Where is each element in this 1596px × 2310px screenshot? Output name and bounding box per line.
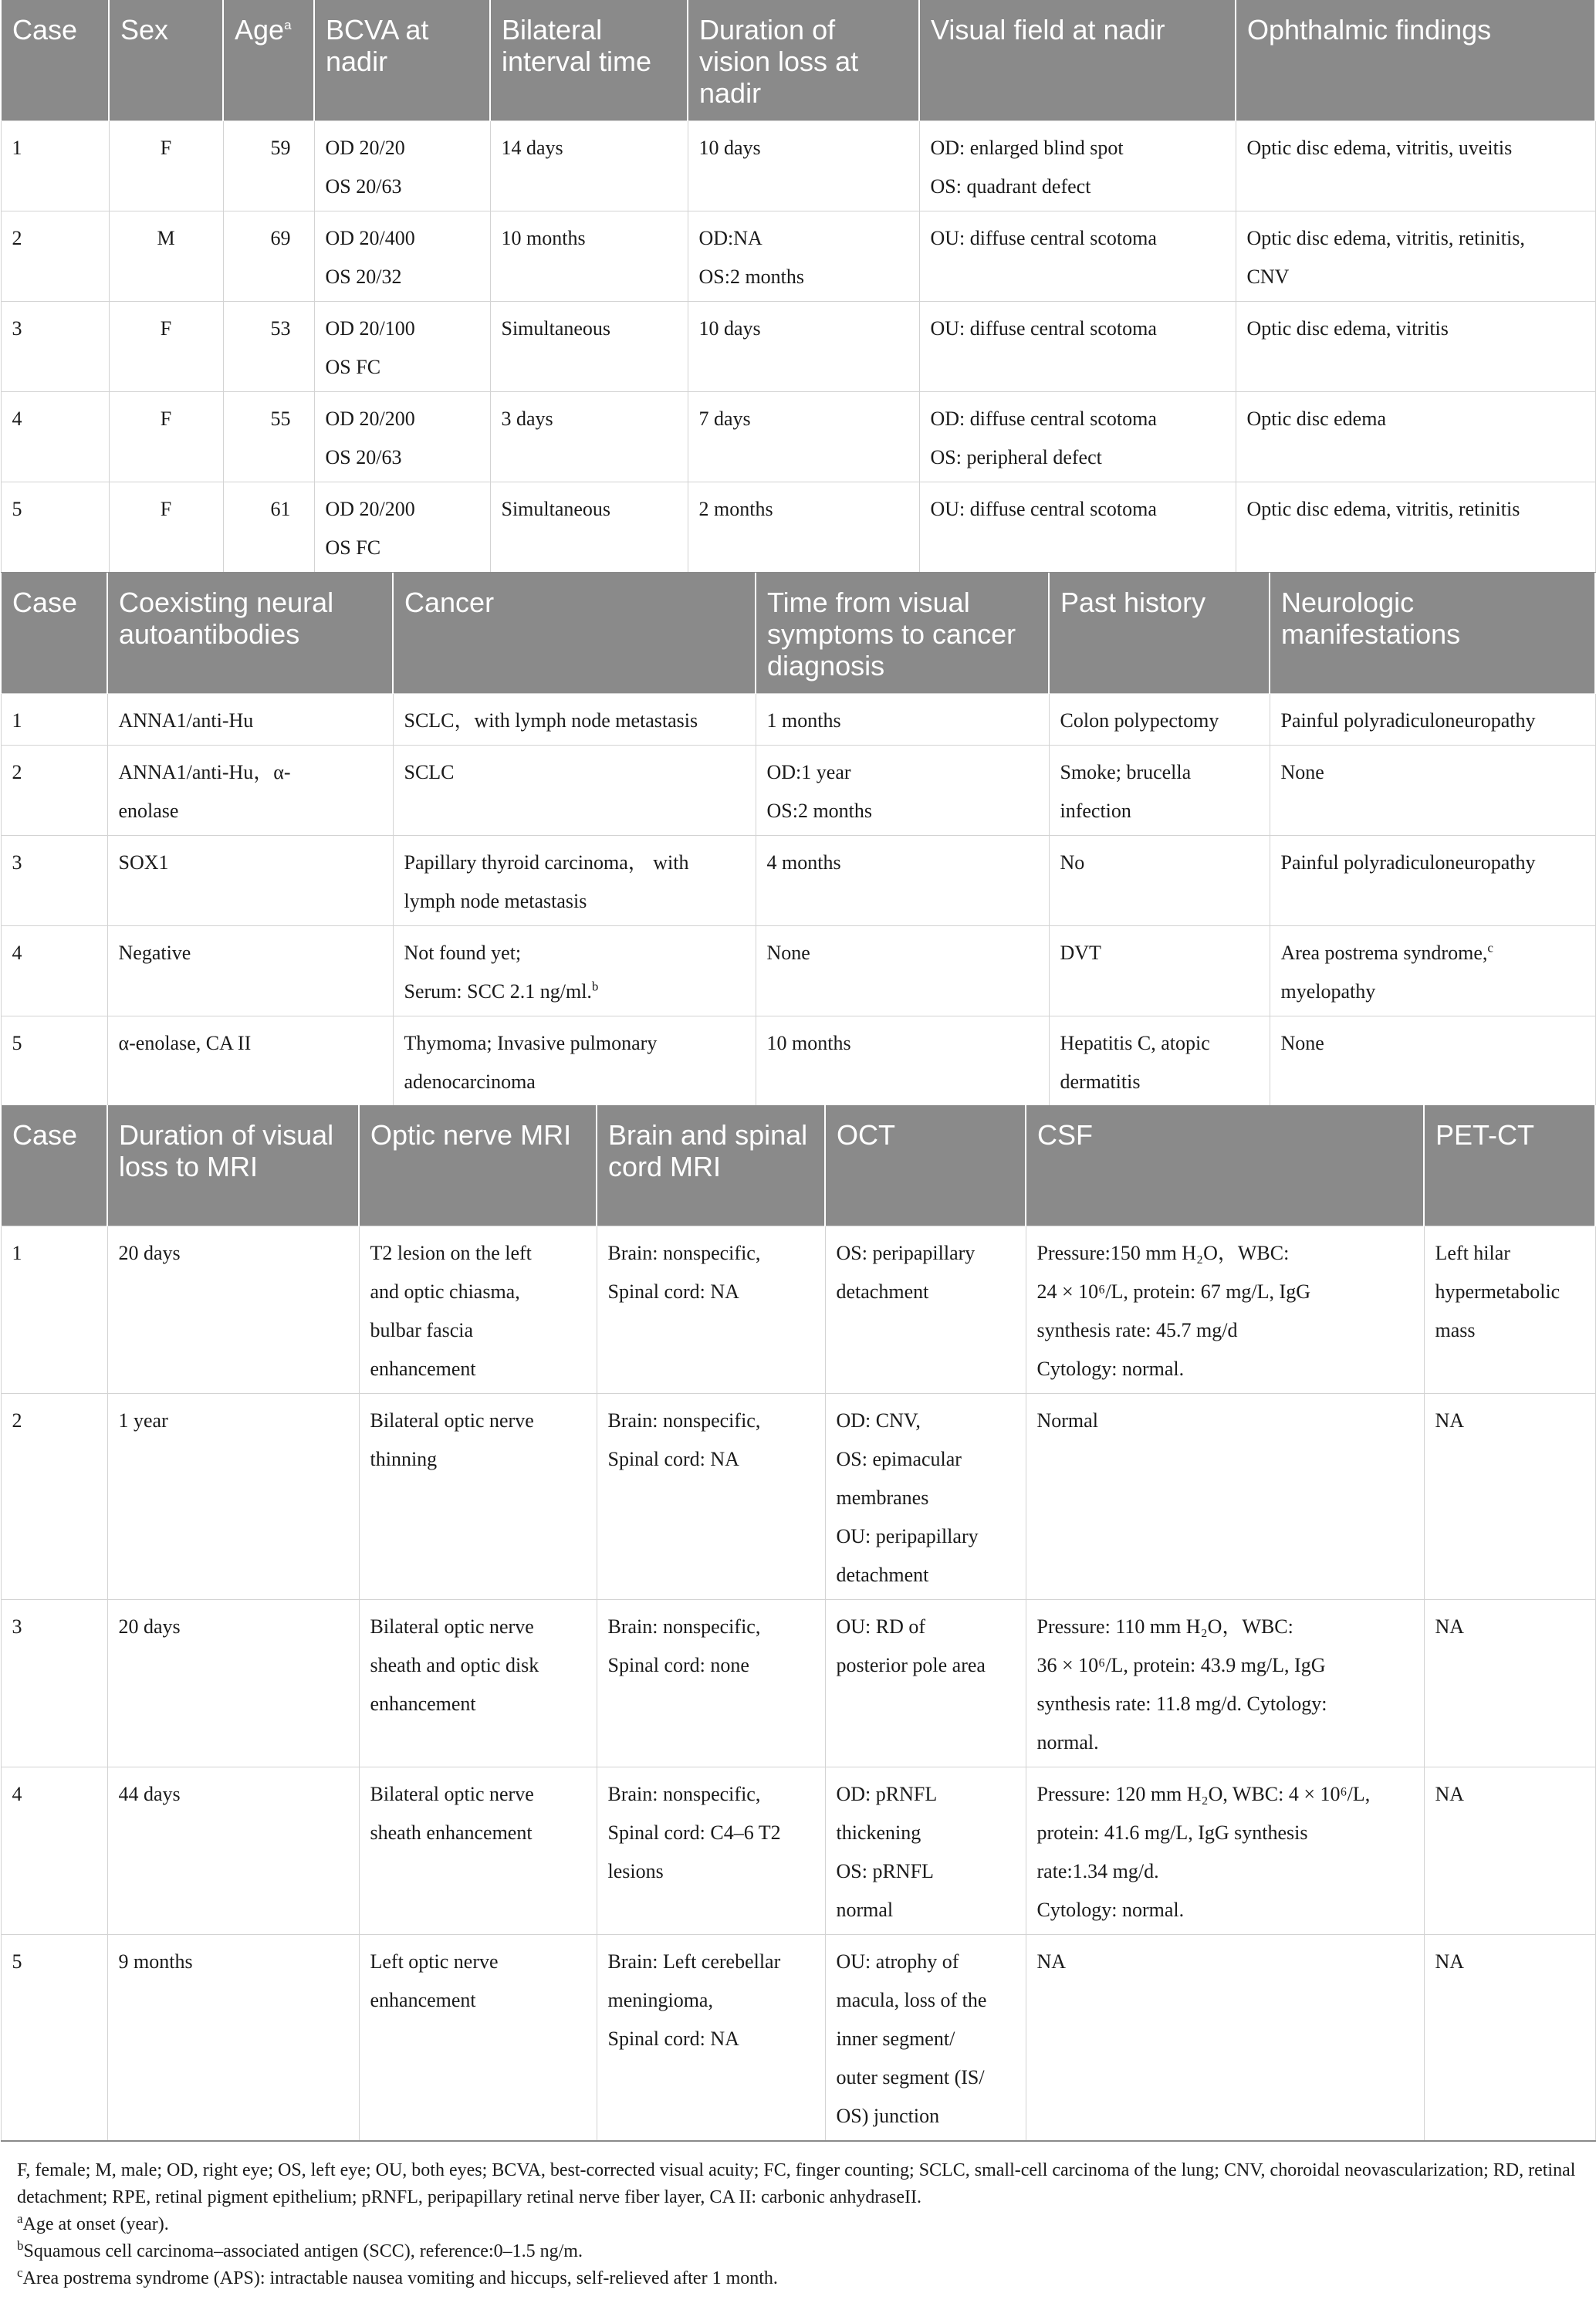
cell-bcva: OD 20/400 OS 20/32 (314, 211, 490, 301)
cell-findings: Optic disc edema, vitritis, retinitis, CNV (1236, 211, 1595, 301)
cell-csf: Normal (1026, 1393, 1424, 1599)
cell-oct: OU: RD of posterior pole area (825, 1599, 1026, 1767)
cell-duration: 44 days (107, 1767, 359, 1934)
cell-case: 1 (1, 1226, 107, 1393)
table-row (1, 482, 1595, 573)
header-pet-ct: PET-CT (1424, 1105, 1595, 1226)
cell-case: 4 (1, 1767, 107, 1934)
cell-oct: OS: peripapillary detachment (825, 1226, 1026, 1393)
header-csf: CSF (1026, 1105, 1424, 1226)
cell-age: 53 (223, 301, 314, 391)
cell-oct: OD: CNV, OS: epimacular membranes OU: peripapillary detachment (825, 1393, 1026, 1599)
cell-brain-mri: Brain: nonspecific, Spinal cord: none (597, 1599, 825, 1767)
cell-age: 69 (223, 211, 314, 301)
cell-optic-mri: Bilateral optic nerve thinning (359, 1393, 597, 1599)
cell-duration: 10 days (688, 120, 919, 211)
header-sex: Sex (109, 0, 223, 120)
table-row (1, 211, 1595, 301)
cell-sex: F (109, 301, 223, 391)
cell-sex: M (109, 211, 223, 301)
header-cancer: Cancer (393, 573, 756, 693)
cell-time: OD:1 year OS:2 months (756, 745, 1049, 835)
cell-case: 2 (1, 1393, 107, 1599)
cell-brain-mri: Brain: nonspecific, Spinal cord: NA (597, 1226, 825, 1393)
header-optic-nerve-mri: Optic nerve MRI (359, 1105, 597, 1226)
cell-optic-mri: Bilateral optic nerve sheath and optic disk enhancement (359, 1599, 597, 1767)
cell-pet-ct: NA (1424, 1393, 1595, 1599)
imaging-table (0, 1105, 1596, 2142)
cell-age: 55 (223, 391, 314, 482)
cell-case: 4 (1, 925, 107, 1016)
table-row (1, 1934, 1595, 2141)
cell-history: Colon polypectomy (1049, 693, 1270, 745)
cell-optic-mri: Left optic nerve enhancement (359, 1934, 597, 2141)
header-oct: OCT (825, 1105, 1026, 1226)
cell-bcva: OD 20/200 OS FC (314, 482, 490, 573)
header-bcva: BCVA at nadir (314, 0, 490, 120)
cell-oct: OU: atrophy of macula, loss of the inner segment/ outer segment (IS/ OS) junction (825, 1934, 1026, 2141)
table-row (1, 745, 1595, 835)
cell-case: 5 (1, 1934, 107, 2141)
cell-autoantibodies: α-enolase, CA II (107, 1016, 393, 1107)
cell-findings: Optic disc edema (1236, 391, 1595, 482)
header-ophthalmic-findings: Ophthalmic findings (1236, 0, 1595, 120)
cell-neurologic: Painful polyradiculoneuropathy (1270, 835, 1595, 925)
header-case: Case (1, 573, 107, 693)
cell-brain-mri: Brain: nonspecific, Spinal cord: C4–6 T2 lesions (597, 1767, 825, 1934)
header-autoantibodies: Coexisting neural autoantibodies (107, 573, 393, 693)
cell-neurologic: None (1270, 1016, 1595, 1107)
cell-cancer: Papillary thyroid carcinoma， with lymph node metastasis (393, 835, 756, 925)
header-neurologic: Neurologic manifestations (1270, 573, 1595, 693)
table-header-row (1, 1105, 1595, 1226)
cell-time: 4 months (756, 835, 1049, 925)
footnote-a: $^a$Age at onset (year). (17, 2211, 169, 2234)
cell-oct: OD: pRNFL thickening OS: pRNFL normal (825, 1767, 1026, 1934)
cell-csf: NA (1026, 1934, 1424, 2141)
cell-pet-ct: NA (1424, 1599, 1595, 1767)
footnote-marker-a: a (284, 18, 292, 32)
cell-time: 10 months (756, 1016, 1049, 1107)
cell-history: DVT (1049, 925, 1270, 1016)
cell-findings: Optic disc edema, vitritis, retinitis (1236, 482, 1595, 573)
table-row (1, 1767, 1595, 1934)
cell-csf: Pressure:150 mm H₂O，WBC: 24 × 10⁶/L, protein: 67 mg/L, IgG synthesis rate: 45.7 mg/d Cytology: normal. (1026, 1226, 1424, 1393)
cell-csf: Pressure: 110 mm H₂O，WBC: 36 × 10⁶/L, protein: 43.9 mg/L, IgG synthesis rate: 11.8 mg/d. Cytology: normal. (1026, 1599, 1424, 1767)
cell-case: 1 (1, 120, 109, 211)
cell-cancer: Not found yet; Serum: SCC 2.1 ng/ml.$^b$ (393, 925, 756, 1016)
cell-case: 2 (1, 745, 107, 835)
cell-duration: 2 months (688, 482, 919, 573)
footnote-abbreviations: F, female; M, male; OD, right eye; OS, left eye; OU, both eyes; BCVA, best-corrected visual acuity; FC, finger counting; SCLC, small-cell carcinoma of the lung; CNV, choroidal neovascularization; RD, retinal detachment; RPE, retinal pigment epithelium; pRNFL, peripapillary retinal nerve fiber layer, CA II: carbonic anhydraseII. (17, 2160, 1576, 2207)
cell-duration: 20 days (107, 1226, 359, 1393)
header-past-history: Past history (1049, 573, 1270, 693)
cell-duration: 20 days (107, 1599, 359, 1767)
cell-case: 3 (1, 1599, 107, 1767)
cell-interval: 14 days (490, 120, 688, 211)
cell-autoantibodies: SOX1 (107, 835, 393, 925)
cell-neurologic: Painful polyradiculoneuropathy (1270, 693, 1595, 745)
table-row (1, 1599, 1595, 1767)
cell-neurologic: Area postrema syndrome,$^c$ myelopathy (1270, 925, 1595, 1016)
cell-interval: Simultaneous (490, 301, 688, 391)
table-row (1, 835, 1595, 925)
table-row (1, 301, 1595, 391)
cell-csf: Pressure: 120 mm H₂O, WBC: 4 × 10⁶/L, protein: 41.6 mg/L, IgG synthesis rate:1.34 mg/d. Cytology: normal. (1026, 1767, 1424, 1934)
cell-duration: 9 months (107, 1934, 359, 2141)
cell-optic-mri: T2 lesion on the left and optic chiasma, bulbar fascia enhancement (359, 1226, 597, 1393)
footnote-marker-c: c (1487, 939, 1493, 955)
header-time-to-diagnosis: Time from visual symptoms to cancer diagnosis (756, 573, 1049, 693)
cell-sex: F (109, 482, 223, 573)
table-row (1, 120, 1595, 211)
cell-interval: 3 days (490, 391, 688, 482)
cell-brain-mri: Brain: Left cerebellar meningioma, Spinal cord: NA (597, 1934, 825, 2141)
cell-bcva: OD 20/100 OS FC (314, 301, 490, 391)
cell-duration: 10 days (688, 301, 919, 391)
cell-sex: F (109, 120, 223, 211)
cell-neurologic: None (1270, 745, 1595, 835)
table-header-row (1, 573, 1595, 693)
cell-age: 59 (223, 120, 314, 211)
footnote-marker-b: b (591, 978, 599, 993)
cell-history: Smoke; brucella infection (1049, 745, 1270, 835)
table-row (1, 925, 1595, 1016)
clinical-features-table (0, 0, 1596, 573)
cell-history: Hepatitis C, atopic dermatitis (1049, 1016, 1270, 1107)
cell-history: No (1049, 835, 1270, 925)
cell-brain-mri: Brain: nonspecific, Spinal cord: NA (597, 1393, 825, 1599)
table-row (1, 1016, 1595, 1107)
cell-case: 3 (1, 835, 107, 925)
cell-visual-field: OU: diffuse central scotoma (919, 482, 1236, 573)
table-footnotes (17, 2157, 1584, 2292)
header-age: Age$^a$ (223, 0, 314, 120)
cell-autoantibodies: ANNA1/anti-Hu，α- enolase (107, 745, 393, 835)
cell-case: 2 (1, 211, 109, 301)
cell-case: 4 (1, 391, 109, 482)
table-row (1, 391, 1595, 482)
cell-time: None (756, 925, 1049, 1016)
cell-case: 1 (1, 693, 107, 745)
cell-cancer: Thymoma; Invasive pulmonary adenocarcinoma (393, 1016, 756, 1107)
header-brain-spinal-mri: Brain and spinal cord MRI (597, 1105, 825, 1226)
cell-findings: Optic disc edema, vitritis (1236, 301, 1595, 391)
cell-visual-field: OD: diffuse central scotoma OS: peripheral defect (919, 391, 1236, 482)
cell-interval: 10 months (490, 211, 688, 301)
cell-age: 61 (223, 482, 314, 573)
table-header-row (1, 0, 1595, 120)
header-case: Case (1, 1105, 107, 1226)
cell-duration: 1 year (107, 1393, 359, 1599)
table-row (1, 1393, 1595, 1599)
cell-cancer: SCLC，with lymph node metastasis (393, 693, 756, 745)
cell-visual-field: OU: diffuse central scotoma (919, 301, 1236, 391)
cell-duration: OD:NA OS:2 months (688, 211, 919, 301)
header-case: Case (1, 0, 109, 120)
cell-time: 1 months (756, 693, 1049, 745)
header-visual-field: Visual field at nadir (919, 0, 1236, 120)
footnote-b: $^b$Squamous cell carcinoma–associated antigen (SCC), reference:0–1.5 ng/m. (17, 2238, 583, 2261)
cell-optic-mri: Bilateral optic nerve sheath enhancement (359, 1767, 597, 1934)
cell-autoantibodies: Negative (107, 925, 393, 1016)
header-interval: Bilateral interval time (490, 0, 688, 120)
cell-visual-field: OD: enlarged blind spot OS: quadrant defect (919, 120, 1236, 211)
header-duration: Duration of vision loss at nadir (688, 0, 919, 120)
cell-case: 5 (1, 1016, 107, 1107)
cell-pet-ct: Left hilar hypermetabolic mass (1424, 1226, 1595, 1393)
footnote-c: $^c$Area postrema syndrome (APS): intractable nausea vomiting and hiccups, self-relieved after 1 month. (17, 2265, 778, 2288)
cancer-table (0, 573, 1596, 1108)
cell-bcva: OD 20/20 OS 20/63 (314, 120, 490, 211)
cell-sex: F (109, 391, 223, 482)
cell-interval: Simultaneous (490, 482, 688, 573)
cell-duration: 7 days (688, 391, 919, 482)
cell-case: 5 (1, 482, 109, 573)
cell-findings: Optic disc edema, vitritis, uveitis (1236, 120, 1595, 211)
cell-pet-ct: NA (1424, 1767, 1595, 1934)
cell-visual-field: OU: diffuse central scotoma (919, 211, 1236, 301)
cell-case: 3 (1, 301, 109, 391)
cell-bcva: OD 20/200 OS 20/63 (314, 391, 490, 482)
cell-pet-ct: NA (1424, 1934, 1595, 2141)
table-row (1, 1226, 1595, 1393)
table-row (1, 693, 1595, 745)
header-duration-to-mri: Duration of visual loss to MRI (107, 1105, 359, 1226)
cell-autoantibodies: ANNA1/anti-Hu (107, 693, 393, 745)
cell-cancer: SCLC (393, 745, 756, 835)
